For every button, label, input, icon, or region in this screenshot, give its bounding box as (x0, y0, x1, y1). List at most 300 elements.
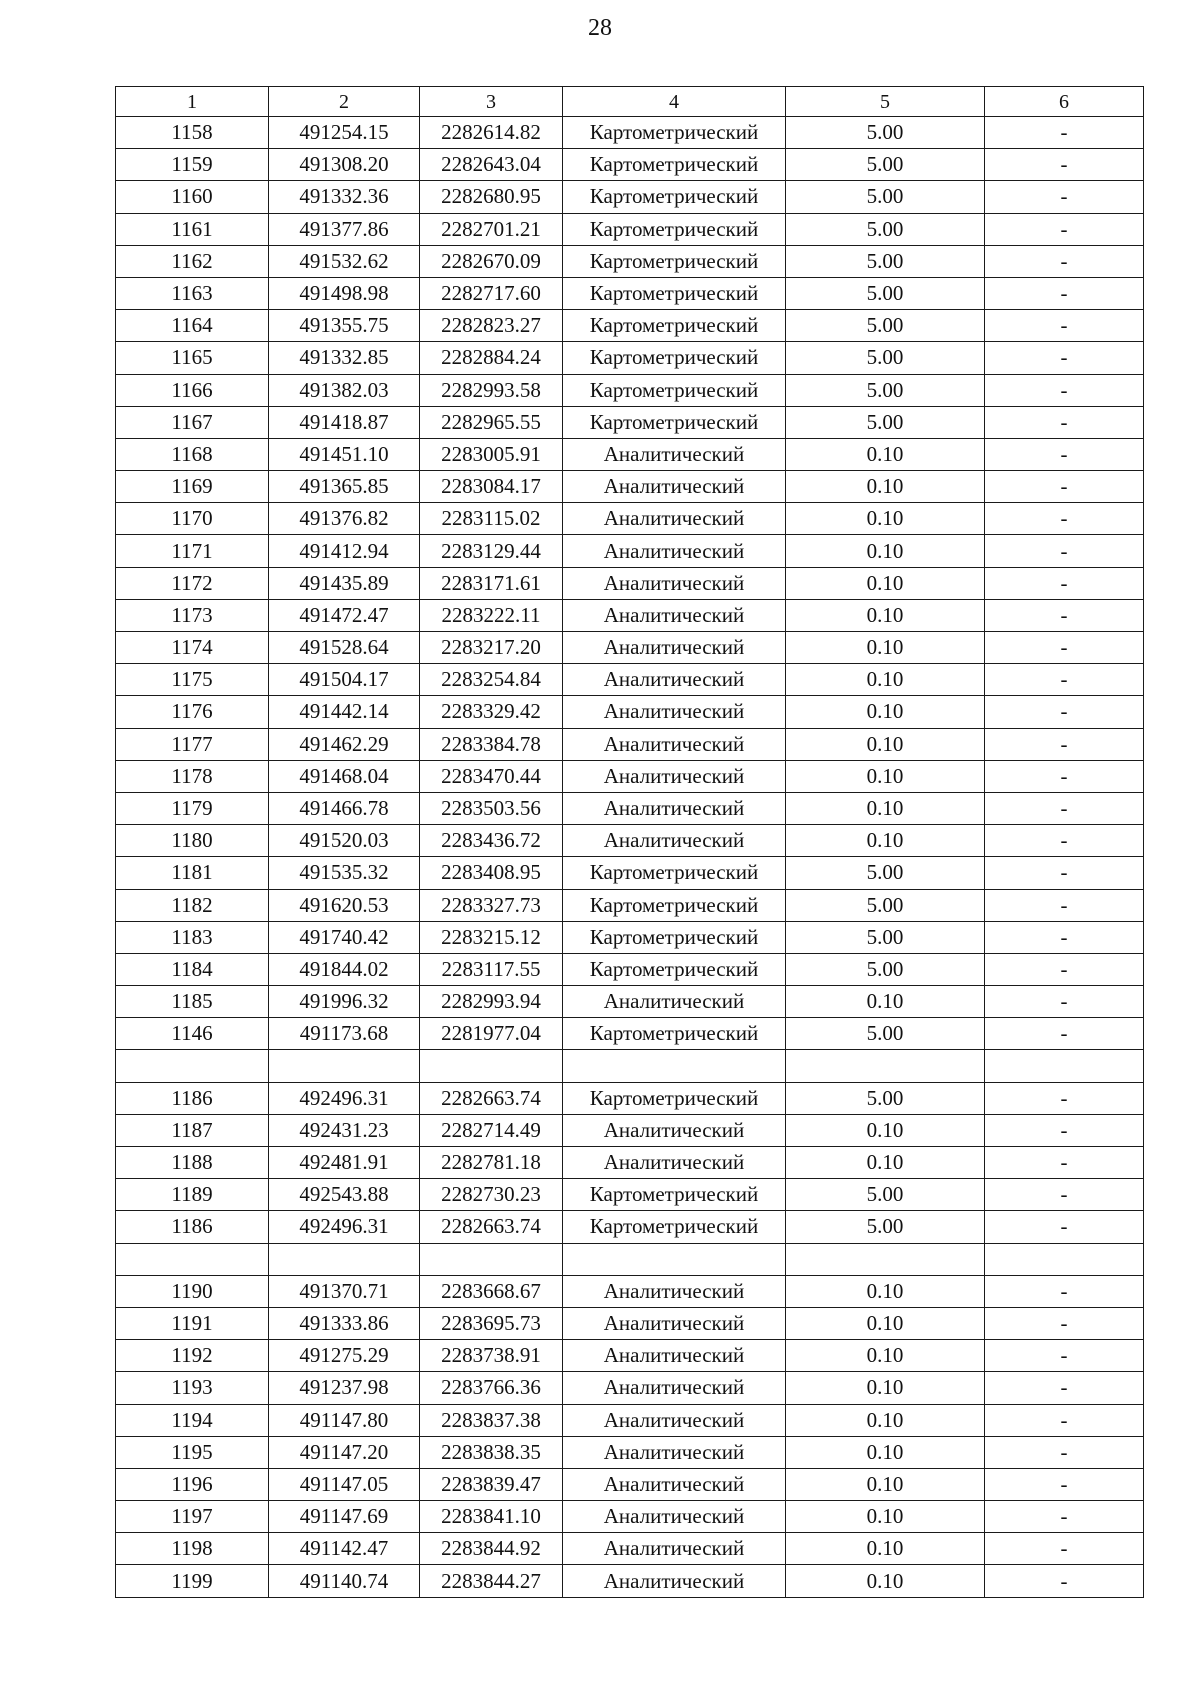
x-coordinate-cell: 491462.29 (269, 728, 420, 760)
note-cell: - (985, 825, 1144, 857)
accuracy-cell: 0.10 (786, 1468, 985, 1500)
method-cell: Аналитический (563, 535, 786, 567)
accuracy-cell: 0.10 (786, 1501, 985, 1533)
point-number-cell: 1146 (116, 1018, 269, 1050)
point-number-cell: 1199 (116, 1565, 269, 1597)
table-row (116, 599, 1144, 631)
method-cell: Картометрический (563, 245, 786, 277)
x-coordinate-cell: 491418.87 (269, 406, 420, 438)
x-coordinate-cell: 491142.47 (269, 1533, 420, 1565)
accuracy-cell: 5.00 (786, 374, 985, 406)
table-row (116, 1468, 1144, 1500)
accuracy-cell: 0.10 (786, 1436, 985, 1468)
accuracy-cell: 5.00 (786, 953, 985, 985)
note-cell: - (985, 986, 1144, 1018)
method-cell: Аналитический (563, 1501, 786, 1533)
point-number-cell: 1196 (116, 1468, 269, 1500)
point-number-cell: 1189 (116, 1179, 269, 1211)
accuracy-cell: 5.00 (786, 1211, 985, 1243)
y-coordinate-cell: 2283408.95 (420, 857, 563, 889)
y-coordinate-cell: 2282730.23 (420, 1179, 563, 1211)
note-cell: - (985, 1404, 1144, 1436)
y-coordinate-cell: 2282643.04 (420, 149, 563, 181)
method-cell: Аналитический (563, 1340, 786, 1372)
table-row (116, 1307, 1144, 1339)
y-coordinate-cell: 2283115.02 (420, 503, 563, 535)
accuracy-cell: 0.10 (786, 825, 985, 857)
point-number-cell: 1186 (116, 1082, 269, 1114)
y-coordinate-cell: 2282680.95 (420, 181, 563, 213)
point-number-cell: 1192 (116, 1340, 269, 1372)
method-cell: Аналитический (563, 471, 786, 503)
note-cell: - (985, 406, 1144, 438)
x-coordinate-cell: 491498.98 (269, 277, 420, 309)
table-row (116, 277, 1144, 309)
x-coordinate-cell: 492543.88 (269, 1179, 420, 1211)
method-cell: Картометрический (563, 149, 786, 181)
note-cell: - (985, 1533, 1144, 1565)
point-number-cell: 1168 (116, 438, 269, 470)
method-cell: Аналитический (563, 567, 786, 599)
accuracy-cell: 0.10 (786, 503, 985, 535)
x-coordinate-cell: 491528.64 (269, 632, 420, 664)
y-coordinate-cell: 2283005.91 (420, 438, 563, 470)
table-row (116, 342, 1144, 374)
note-cell: - (985, 728, 1144, 760)
method-cell: Картометрический (563, 953, 786, 985)
note-cell: - (985, 1468, 1144, 1500)
note-cell: - (985, 760, 1144, 792)
note-cell: - (985, 438, 1144, 470)
method-cell: Картометрический (563, 310, 786, 342)
method-cell: Картометрический (563, 181, 786, 213)
table-row (116, 728, 1144, 760)
table-body (116, 117, 1144, 1598)
x-coordinate-cell: 491740.42 (269, 921, 420, 953)
table-row (116, 1436, 1144, 1468)
y-coordinate-cell: 2283738.91 (420, 1340, 563, 1372)
method-cell: Аналитический (563, 696, 786, 728)
point-number-cell: 1164 (116, 310, 269, 342)
accuracy-cell: 0.10 (786, 632, 985, 664)
accuracy-cell: 0.10 (786, 1114, 985, 1146)
y-coordinate-cell: 2283117.55 (420, 953, 563, 985)
y-coordinate-cell: 2283327.73 (420, 889, 563, 921)
x-coordinate-cell: 491147.05 (269, 1468, 420, 1500)
accuracy-cell: 5.00 (786, 213, 985, 245)
note-cell: - (985, 567, 1144, 599)
table-row (116, 310, 1144, 342)
y-coordinate-cell: 2282781.18 (420, 1147, 563, 1179)
method-cell: Аналитический (563, 1275, 786, 1307)
y-coordinate-cell: 2283129.44 (420, 535, 563, 567)
point-number-cell: 1177 (116, 728, 269, 760)
accuracy-cell (786, 1050, 985, 1082)
table-row (116, 1114, 1144, 1146)
y-coordinate-cell: 2283217.20 (420, 632, 563, 664)
accuracy-cell: 5.00 (786, 921, 985, 953)
method-cell: Аналитический (563, 1565, 786, 1597)
table-row (116, 1179, 1144, 1211)
accuracy-cell: 5.00 (786, 245, 985, 277)
x-coordinate-cell: 491620.53 (269, 889, 420, 921)
point-number-cell: 1183 (116, 921, 269, 953)
accuracy-cell: 0.10 (786, 1372, 985, 1404)
method-cell: Аналитический (563, 1372, 786, 1404)
note-cell: - (985, 1565, 1144, 1597)
x-coordinate-cell (269, 1243, 420, 1275)
method-cell: Картометрический (563, 1211, 786, 1243)
point-number-cell: 1194 (116, 1404, 269, 1436)
table-header (116, 87, 1144, 117)
accuracy-cell: 5.00 (786, 342, 985, 374)
point-number-cell: 1158 (116, 117, 269, 149)
point-number-cell: 1163 (116, 277, 269, 309)
y-coordinate-cell: 2282993.58 (420, 374, 563, 406)
x-coordinate-cell: 491275.29 (269, 1340, 420, 1372)
x-coordinate-cell: 491532.62 (269, 245, 420, 277)
header-cell-5: 5 (786, 87, 985, 117)
header-cell-6: 6 (985, 87, 1144, 117)
accuracy-cell: 5.00 (786, 310, 985, 342)
accuracy-cell: 0.10 (786, 986, 985, 1018)
table-row (116, 1147, 1144, 1179)
x-coordinate-cell: 492481.91 (269, 1147, 420, 1179)
x-coordinate-cell: 491451.10 (269, 438, 420, 470)
x-coordinate-cell: 492431.23 (269, 1114, 420, 1146)
accuracy-cell: 5.00 (786, 181, 985, 213)
method-cell: Аналитический (563, 760, 786, 792)
x-coordinate-cell: 492496.31 (269, 1082, 420, 1114)
method-cell: Картометрический (563, 342, 786, 374)
note-cell: - (985, 889, 1144, 921)
note-cell: - (985, 1372, 1144, 1404)
y-coordinate-cell: 2283695.73 (420, 1307, 563, 1339)
accuracy-cell: 5.00 (786, 117, 985, 149)
accuracy-cell: 0.10 (786, 1565, 985, 1597)
x-coordinate-cell: 491466.78 (269, 792, 420, 824)
method-cell: Аналитический (563, 986, 786, 1018)
coordinates-table (115, 86, 1144, 1598)
point-number-cell (116, 1243, 269, 1275)
table-row (116, 1533, 1144, 1565)
note-cell: - (985, 1340, 1144, 1372)
note-cell: - (985, 857, 1144, 889)
y-coordinate-cell: 2282823.27 (420, 310, 563, 342)
note-cell: - (985, 149, 1144, 181)
x-coordinate-cell: 491442.14 (269, 696, 420, 728)
accuracy-cell: 0.10 (786, 1533, 985, 1565)
accuracy-cell: 0.10 (786, 664, 985, 696)
point-number-cell: 1187 (116, 1114, 269, 1146)
note-cell: - (985, 471, 1144, 503)
x-coordinate-cell (269, 1050, 420, 1082)
x-coordinate-cell: 491365.85 (269, 471, 420, 503)
y-coordinate-cell (420, 1050, 563, 1082)
point-number-cell: 1184 (116, 953, 269, 985)
y-coordinate-cell: 2282670.09 (420, 245, 563, 277)
point-number-cell: 1181 (116, 857, 269, 889)
y-coordinate-cell: 2283436.72 (420, 825, 563, 857)
accuracy-cell: 0.10 (786, 1404, 985, 1436)
note-cell: - (985, 599, 1144, 631)
method-cell: Аналитический (563, 664, 786, 696)
note-cell: - (985, 310, 1144, 342)
note-cell: - (985, 374, 1144, 406)
y-coordinate-cell: 2283844.92 (420, 1533, 563, 1565)
note-cell: - (985, 632, 1144, 664)
x-coordinate-cell: 491996.32 (269, 986, 420, 1018)
accuracy-cell (786, 1243, 985, 1275)
table-row (116, 1275, 1144, 1307)
note-cell: - (985, 535, 1144, 567)
x-coordinate-cell: 491147.80 (269, 1404, 420, 1436)
table-row (116, 632, 1144, 664)
point-number-cell: 1160 (116, 181, 269, 213)
note-cell: - (985, 696, 1144, 728)
accuracy-cell: 0.10 (786, 696, 985, 728)
accuracy-cell: 5.00 (786, 1082, 985, 1114)
y-coordinate-cell: 2283329.42 (420, 696, 563, 728)
accuracy-cell: 0.10 (786, 792, 985, 824)
point-number-cell: 1162 (116, 245, 269, 277)
header-row (116, 87, 1144, 117)
y-coordinate-cell: 2282614.82 (420, 117, 563, 149)
point-number-cell: 1188 (116, 1147, 269, 1179)
table-row (116, 117, 1144, 149)
note-cell: - (985, 1147, 1144, 1179)
point-number-cell: 1176 (116, 696, 269, 728)
method-cell: Картометрический (563, 406, 786, 438)
note-cell: - (985, 181, 1144, 213)
note-cell: - (985, 117, 1144, 149)
table-row (116, 406, 1144, 438)
accuracy-cell: 5.00 (786, 857, 985, 889)
y-coordinate-cell: 2283837.38 (420, 1404, 563, 1436)
table-row (116, 1211, 1144, 1243)
x-coordinate-cell: 491376.82 (269, 503, 420, 535)
header-cell-4: 4 (563, 87, 786, 117)
point-number-cell: 1172 (116, 567, 269, 599)
method-cell: Аналитический (563, 1436, 786, 1468)
accuracy-cell: 5.00 (786, 1179, 985, 1211)
table-row (116, 503, 1144, 535)
y-coordinate-cell (420, 1243, 563, 1275)
method-cell: Аналитический (563, 1307, 786, 1339)
x-coordinate-cell: 491147.69 (269, 1501, 420, 1533)
method-cell: Картометрический (563, 1082, 786, 1114)
table-row (116, 1082, 1144, 1114)
accuracy-cell: 0.10 (786, 471, 985, 503)
accuracy-cell: 0.10 (786, 1340, 985, 1372)
method-cell: Аналитический (563, 1404, 786, 1436)
x-coordinate-cell: 491844.02 (269, 953, 420, 985)
x-coordinate-cell: 491140.74 (269, 1565, 420, 1597)
table-row (116, 1404, 1144, 1436)
x-coordinate-cell: 491333.86 (269, 1307, 420, 1339)
note-cell: - (985, 1082, 1144, 1114)
x-coordinate-cell: 491382.03 (269, 374, 420, 406)
table-row (116, 1340, 1144, 1372)
accuracy-cell: 0.10 (786, 1147, 985, 1179)
note-cell: - (985, 664, 1144, 696)
header-cell-3: 3 (420, 87, 563, 117)
y-coordinate-cell: 2283254.84 (420, 664, 563, 696)
y-coordinate-cell: 2282993.94 (420, 986, 563, 1018)
method-cell: Аналитический (563, 599, 786, 631)
table-row (116, 664, 1144, 696)
table-row (116, 986, 1144, 1018)
note-cell: - (985, 277, 1144, 309)
y-coordinate-cell: 2281977.04 (420, 1018, 563, 1050)
table-row (116, 535, 1144, 567)
point-number-cell (116, 1050, 269, 1082)
x-coordinate-cell: 491173.68 (269, 1018, 420, 1050)
point-number-cell: 1195 (116, 1436, 269, 1468)
point-number-cell: 1171 (116, 535, 269, 567)
x-coordinate-cell: 491472.47 (269, 599, 420, 631)
note-cell (985, 1243, 1144, 1275)
note-cell: - (985, 921, 1144, 953)
table-row (116, 245, 1144, 277)
note-cell: - (985, 1114, 1144, 1146)
x-coordinate-cell: 491332.85 (269, 342, 420, 374)
table-row (116, 825, 1144, 857)
point-number-cell: 1167 (116, 406, 269, 438)
x-coordinate-cell: 491370.71 (269, 1275, 420, 1307)
y-coordinate-cell: 2282663.74 (420, 1082, 563, 1114)
y-coordinate-cell: 2283503.56 (420, 792, 563, 824)
x-coordinate-cell: 491332.36 (269, 181, 420, 213)
table-row (116, 149, 1144, 181)
accuracy-cell: 5.00 (786, 277, 985, 309)
method-cell: Картометрический (563, 213, 786, 245)
y-coordinate-cell: 2283470.44 (420, 760, 563, 792)
table-row (116, 1050, 1144, 1082)
accuracy-cell: 5.00 (786, 149, 985, 181)
table-row (116, 921, 1144, 953)
point-number-cell: 1190 (116, 1275, 269, 1307)
x-coordinate-cell: 491468.04 (269, 760, 420, 792)
accuracy-cell: 0.10 (786, 1275, 985, 1307)
point-number-cell: 1186 (116, 1211, 269, 1243)
y-coordinate-cell: 2283222.11 (420, 599, 563, 631)
method-cell: Аналитический (563, 632, 786, 664)
x-coordinate-cell: 491504.17 (269, 664, 420, 696)
x-coordinate-cell: 491147.20 (269, 1436, 420, 1468)
x-coordinate-cell: 491520.03 (269, 825, 420, 857)
x-coordinate-cell: 491237.98 (269, 1372, 420, 1404)
point-number-cell: 1185 (116, 986, 269, 1018)
header-cell-2: 2 (269, 87, 420, 117)
point-number-cell: 1198 (116, 1533, 269, 1565)
y-coordinate-cell: 2282717.60 (420, 277, 563, 309)
method-cell: Аналитический (563, 1533, 786, 1565)
y-coordinate-cell: 2283844.27 (420, 1565, 563, 1597)
point-number-cell: 1197 (116, 1501, 269, 1533)
note-cell: - (985, 503, 1144, 535)
table-row (116, 1018, 1144, 1050)
method-cell: Аналитический (563, 825, 786, 857)
y-coordinate-cell: 2283384.78 (420, 728, 563, 760)
x-coordinate-cell: 491254.15 (269, 117, 420, 149)
table-row (116, 438, 1144, 470)
x-coordinate-cell: 492496.31 (269, 1211, 420, 1243)
accuracy-cell: 5.00 (786, 406, 985, 438)
method-cell: Аналитический (563, 1114, 786, 1146)
point-number-cell: 1161 (116, 213, 269, 245)
table-row (116, 567, 1144, 599)
accuracy-cell: 0.10 (786, 728, 985, 760)
accuracy-cell: 5.00 (786, 889, 985, 921)
method-cell: Картометрический (563, 374, 786, 406)
method-cell: Картометрический (563, 277, 786, 309)
y-coordinate-cell: 2283215.12 (420, 921, 563, 953)
method-cell: Картометрический (563, 1018, 786, 1050)
point-number-cell: 1170 (116, 503, 269, 535)
point-number-cell: 1182 (116, 889, 269, 921)
y-coordinate-cell: 2283838.35 (420, 1436, 563, 1468)
point-number-cell: 1166 (116, 374, 269, 406)
table-row (116, 1565, 1144, 1597)
x-coordinate-cell: 491355.75 (269, 310, 420, 342)
point-number-cell: 1173 (116, 599, 269, 631)
table-row (116, 1501, 1144, 1533)
method-cell: Картометрический (563, 857, 786, 889)
note-cell: - (985, 1307, 1144, 1339)
table-row (116, 181, 1144, 213)
note-cell: - (985, 792, 1144, 824)
method-cell: Аналитический (563, 503, 786, 535)
table-row (116, 760, 1144, 792)
y-coordinate-cell: 2282965.55 (420, 406, 563, 438)
point-number-cell: 1191 (116, 1307, 269, 1339)
method-cell: Аналитический (563, 728, 786, 760)
y-coordinate-cell: 2282663.74 (420, 1211, 563, 1243)
point-number-cell: 1193 (116, 1372, 269, 1404)
note-cell: - (985, 245, 1144, 277)
accuracy-cell: 0.10 (786, 1307, 985, 1339)
accuracy-cell: 0.10 (786, 438, 985, 470)
table-row (116, 471, 1144, 503)
note-cell (985, 1050, 1144, 1082)
page-number: 28 (588, 15, 612, 41)
accuracy-cell: 5.00 (786, 1018, 985, 1050)
x-coordinate-cell: 491435.89 (269, 567, 420, 599)
point-number-cell: 1180 (116, 825, 269, 857)
table-row (116, 374, 1144, 406)
table-row (116, 953, 1144, 985)
note-cell: - (985, 1436, 1144, 1468)
table-row (116, 696, 1144, 728)
point-number-cell: 1159 (116, 149, 269, 181)
method-cell: Картометрический (563, 1179, 786, 1211)
y-coordinate-cell: 2283839.47 (420, 1468, 563, 1500)
table-row (116, 1372, 1144, 1404)
note-cell: - (985, 1211, 1144, 1243)
y-coordinate-cell: 2283841.10 (420, 1501, 563, 1533)
note-cell: - (985, 1018, 1144, 1050)
accuracy-cell: 0.10 (786, 599, 985, 631)
note-cell: - (985, 953, 1144, 985)
y-coordinate-cell: 2283668.67 (420, 1275, 563, 1307)
method-cell: Аналитический (563, 1468, 786, 1500)
point-number-cell: 1179 (116, 792, 269, 824)
accuracy-cell: 0.10 (786, 535, 985, 567)
method-cell: Картометрический (563, 889, 786, 921)
accuracy-cell: 0.10 (786, 760, 985, 792)
point-number-cell: 1178 (116, 760, 269, 792)
